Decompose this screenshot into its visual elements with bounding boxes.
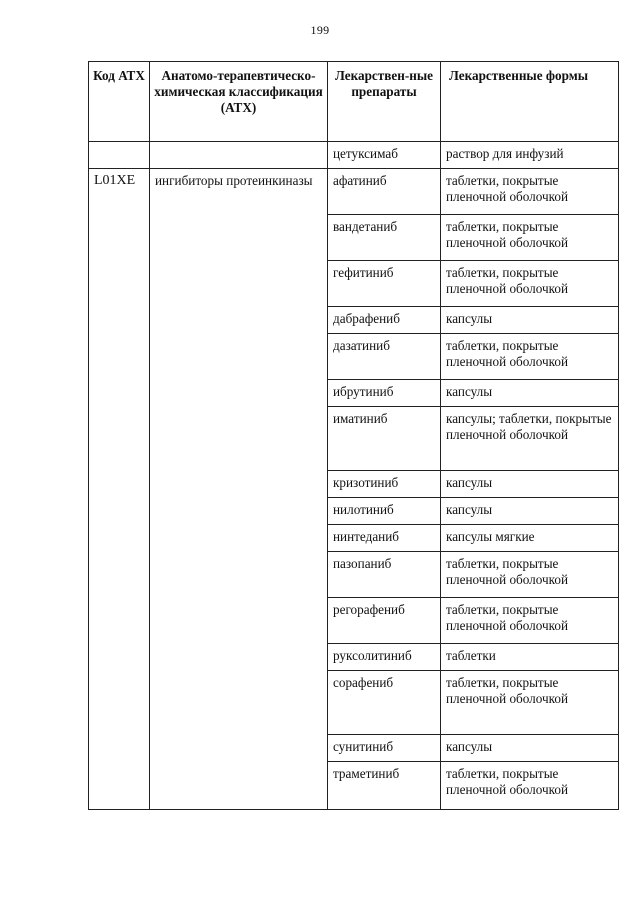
form-cell: капсулы	[441, 307, 619, 334]
form-cell: капсулы	[441, 498, 619, 525]
header-code: Код АТХ	[89, 62, 150, 142]
drug-cell: иматиниб	[328, 407, 441, 471]
form-cell: таблетки, покрытые пленочной оболочкой	[441, 552, 619, 598]
form-cell: таблетки, покрытые пленочной оболочкой	[441, 261, 619, 307]
header-classification: Анатомо-терапевтическо-химическая классификация (АТХ)	[150, 62, 328, 142]
atx-classification-cell: ингибиторы протеинкиназы	[150, 169, 328, 810]
form-cell: капсулы мягкие	[441, 525, 619, 552]
header-forms: Лекарственные формы	[441, 62, 619, 142]
form-cell: таблетки, покрытые пленочной оболочкой	[441, 169, 619, 215]
drug-cell: вандетаниб	[328, 215, 441, 261]
form-cell: капсулы	[441, 380, 619, 407]
form-cell: таблетки, покрытые пленочной оболочкой	[441, 334, 619, 380]
drug-cell: руксолитиниб	[328, 644, 441, 671]
form-cell: капсулы	[441, 471, 619, 498]
table-row	[89, 142, 619, 169]
drug-cell: цетуксимаб	[328, 142, 441, 169]
drug-cell: афатиниб	[328, 169, 441, 215]
classification-cell	[150, 142, 328, 169]
form-cell: таблетки, покрытые пленочной оболочкой	[441, 215, 619, 261]
form-cell: таблетки, покрытые пленочной оболочкой	[441, 762, 619, 810]
drug-cell: регорафениб	[328, 598, 441, 644]
drug-cell: дазатиниб	[328, 334, 441, 380]
group-l01xe	[89, 169, 619, 810]
form-cell: капсулы; таблетки, покрытые пленочной оболочкой	[441, 407, 619, 471]
code-cell	[89, 142, 150, 169]
form-cell: таблетки, покрытые пленочной оболочкой	[441, 598, 619, 644]
atx-code-cell: L01XE	[89, 169, 150, 810]
drug-cell: дабрафениб	[328, 307, 441, 334]
drug-cell: сорафениб	[328, 671, 441, 735]
drug-cell: кризотиниб	[328, 471, 441, 498]
form-cell: раствор для инфузий	[441, 142, 619, 169]
atx-table	[88, 61, 619, 810]
drug-cell: траметиниб	[328, 762, 441, 810]
drug-cell: гефитиниб	[328, 261, 441, 307]
table-header-row	[89, 62, 619, 142]
drug-cell: нинтеданиб	[328, 525, 441, 552]
drug-cell: пазопаниб	[328, 552, 441, 598]
drug-cell: ибрутиниб	[328, 380, 441, 407]
table-row	[89, 169, 619, 215]
header-drugs: Лекарствен-ные препараты	[328, 62, 441, 142]
form-cell: капсулы	[441, 735, 619, 762]
drug-cell: нилотиниб	[328, 498, 441, 525]
page-number: 199	[310, 23, 330, 37]
drug-cell: сунитиниб	[328, 735, 441, 762]
form-cell: таблетки, покрытые пленочной оболочкой	[441, 671, 619, 735]
form-cell: таблетки	[441, 644, 619, 671]
